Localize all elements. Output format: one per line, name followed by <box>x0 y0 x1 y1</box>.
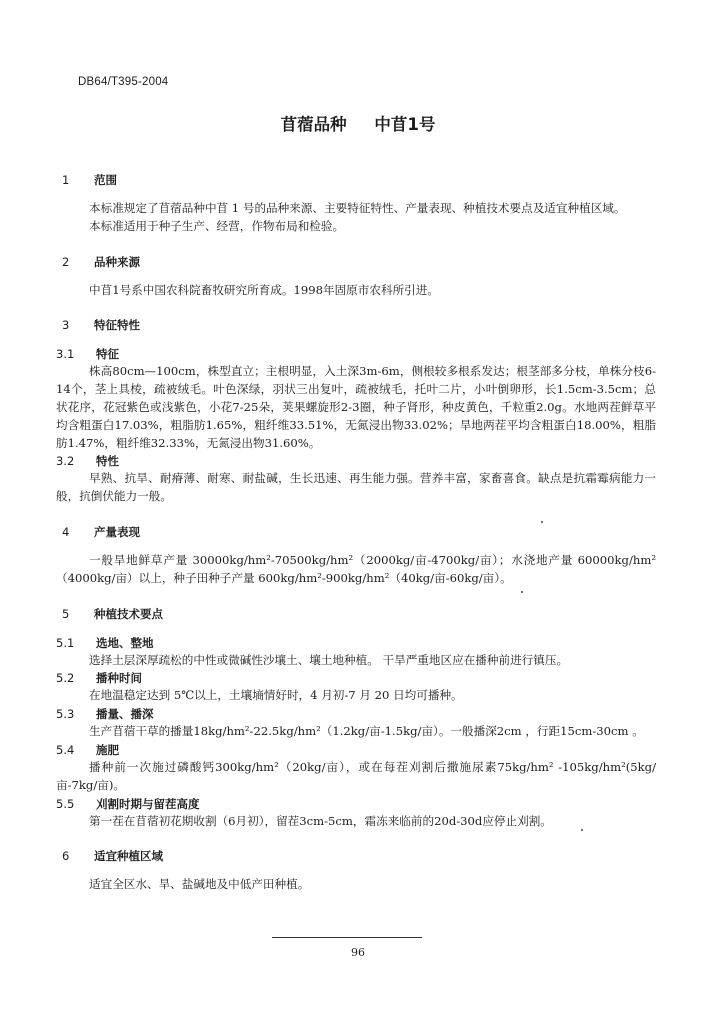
paragraph: 本标准规定了苜蓿品种中苜 1 号的品种来源、主要特征特性、产量表现、种植技术要点及适宜种植区域。 <box>89 201 626 215</box>
scan-speck <box>521 591 523 593</box>
subsection-heading <box>56 634 656 652</box>
section-heading-yield <box>56 522 656 542</box>
scan-speck <box>581 829 583 831</box>
subsection-title: 刈割时期与留茬高度 <box>96 796 200 811</box>
subsection-heading <box>56 345 656 363</box>
subsection-heading <box>56 452 656 470</box>
paragraph: 在地温稳定达到 5℃以上，土壤墒情好时，4 月初-7 月 20 日均可播种。 <box>89 688 463 703</box>
section-title: 适宜种植区域 <box>94 849 163 864</box>
section-heading-suitable-area <box>56 846 656 866</box>
subsection-title: 施肥 <box>96 742 119 757</box>
footer-divider <box>272 937 422 938</box>
section-heading-characteristics <box>56 315 656 335</box>
section-heading-source <box>56 252 656 272</box>
subsection-heading <box>56 705 656 723</box>
paragraph: 适宜全区水、旱、盐碱地及中低产田种植。 <box>89 877 310 892</box>
subsection-number: 3.1 <box>56 347 75 362</box>
page-number: 96 <box>351 946 365 959</box>
section-title: 特征特性 <box>94 318 140 333</box>
subsection-title: 播种时间 <box>96 671 142 686</box>
subsection-heading <box>56 741 656 759</box>
document-code: DB64/T395-2004 <box>78 76 169 88</box>
paragraph: 早熟、抗旱、耐瘠薄、耐寒、耐盐碱，生长迅速、再生能力强。营养丰富，家畜喜食。缺点是抗霜霉病能力一般，抗倒伏能力一般。 <box>56 471 656 504</box>
section-number: 4 <box>62 524 70 539</box>
section-title: 品种来源 <box>94 254 140 269</box>
paragraph: 生产苜蓿干草的播量18kg/hm²-22.5kg/hm²（1.2kg/亩-1.5kg/亩）。一般播深2cm ，行距15cm-30cm 。 <box>89 724 644 739</box>
subsection-title: 播量、播深 <box>96 707 154 722</box>
paragraph: 一般旱地鲜草产量 30000kg/hm²-70500kg/hm²（2000kg/亩-4700kg/亩）；水浇地产量 60000kg/hm²（4000kg/亩）以上，种子田种子产量 600kg/hm²-900kg/hm²（40kg/亩-60kg/亩）。 <box>56 552 656 585</box>
subsection-number: 5.2 <box>56 671 75 686</box>
subsection-number: 5.5 <box>56 796 75 811</box>
section-title: 种植技术要点 <box>94 606 163 621</box>
subsection-number: 3.2 <box>56 454 75 469</box>
subsection-heading <box>56 669 656 687</box>
paragraph: 播种前一次施过磷酸钙300kg/hm²（20kg/亩），或在每茬刈割后撒施尿素75kg/hm² -105kg/hm²(5kg/亩-7kg/亩)。 <box>56 759 656 792</box>
paragraph: 本标准适用于种子生产、经营，作物布局和检验。 <box>89 218 345 233</box>
section-number: 5 <box>62 606 70 621</box>
subsection-number: 5.4 <box>56 742 75 757</box>
section-heading-scope <box>56 170 656 190</box>
section-title: 产量表现 <box>94 524 140 539</box>
section-title: 范围 <box>94 173 117 187</box>
document-title: 苜蓿品种 中苜1号 <box>280 115 436 134</box>
document-body <box>56 170 656 894</box>
subsection-title: 选地、整地 <box>96 635 154 650</box>
subsection-heading <box>56 795 656 813</box>
subsection-title: 特性 <box>96 454 119 469</box>
paragraph: 选择土层深厚疏松的中性或微碱性沙壤土、壤土地种植。 干旱严重地区应在播种前进行镇压。 <box>89 652 569 667</box>
section-number: 1 <box>62 173 70 187</box>
subsection-title: 特征 <box>96 347 119 362</box>
subsection-number: 5.3 <box>56 707 75 722</box>
section-number: 6 <box>62 849 70 864</box>
paragraph: 株高80cm—100cm，株型直立；主根明显，入土深3m-6m，侧根较多根系发达；根茎部多分枝，单株分枝6-14个，茎上具棱，疏被绒毛。叶色深绿，羽状三出复叶，疏被绒毛，托叶二片，小叶倒卵形，长1.5cm-3.5cm；总状花序，花冠紫色或浅紫色，小花7-25朵，荚果螺旋形2-3圈，种子肾形，种皮黄色，千粒重2.0g。水地两茬鲜草平均含粗蛋白17.03%，粗脂肪1.65%，粗纤维33.51%，无氮浸出物33.02%；旱地两茬平均含粗蛋白18.00%，粗脂肪1.47%，粗纤维32.33%，无氮浸出物31.60%。 <box>56 364 656 450</box>
paragraph: 中苜1号系中国农科院畜牧研究所育成。1998年固原市农科所引进。 <box>89 282 439 297</box>
section-number: 2 <box>62 254 70 269</box>
subsection-number: 5.1 <box>56 635 75 650</box>
section-heading-cultivation <box>56 604 656 624</box>
paragraph: 第一茬在苜蓿初花期收割（6月初），留茬3cm-5cm，霜冻来临前的20d-30d应停止刈割。 <box>89 813 552 828</box>
scan-speck <box>541 521 543 523</box>
section-number: 3 <box>62 318 70 333</box>
